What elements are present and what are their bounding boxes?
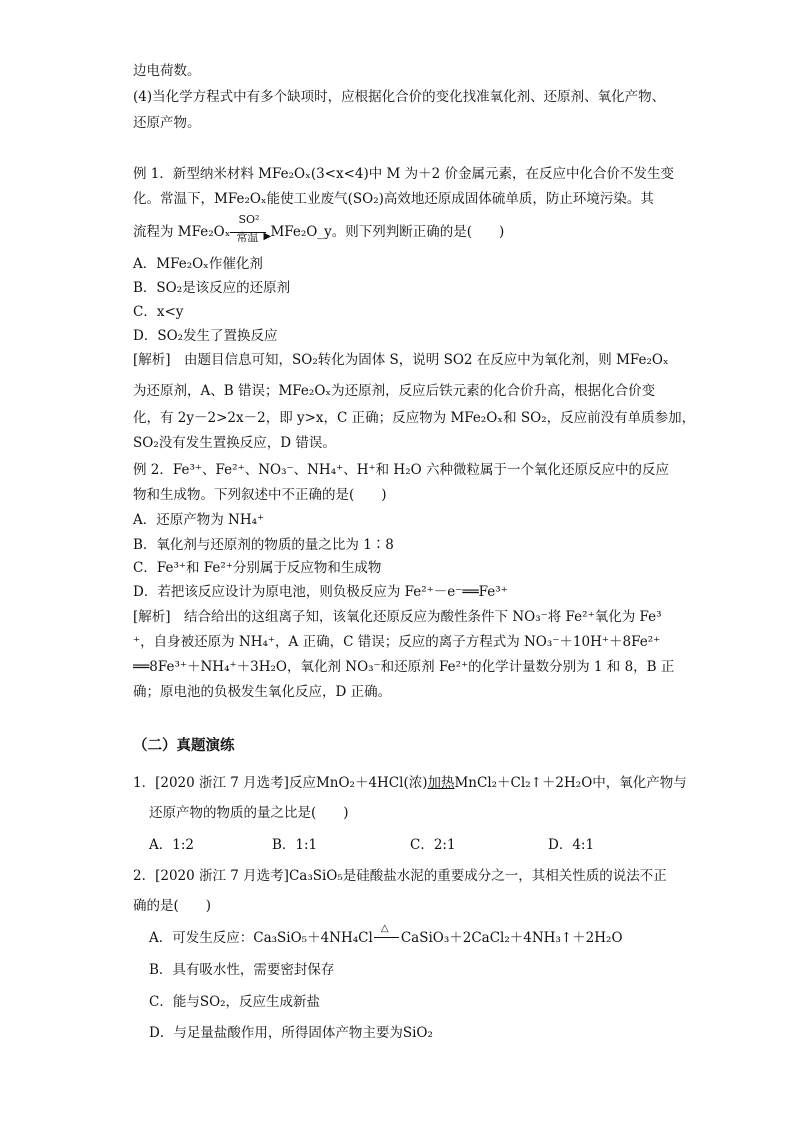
- q1-stem-pre: 1．[2020 浙江 7 月选考]反应MnO₂＋4HCl(浓): [133, 775, 428, 791]
- example1-flow-line: [133, 213, 505, 244]
- q2-option-a: [149, 923, 623, 948]
- text-line: 还原产物。: [133, 115, 201, 131]
- q1-stem-cont: 还原产物的物质的量之比是( ): [149, 805, 349, 821]
- q2-option-a-post: CaSiO₃＋2CaCl₂＋4NH₃↑＋2H₂O: [400, 930, 623, 946]
- reaction-arrow: [230, 213, 272, 244]
- heat-arrow: [373, 923, 401, 948]
- flow-product: MFe₂O_y。则下列判断正确的是( ): [270, 224, 505, 240]
- example2-line: 例 2．Fe³⁺、Fe²⁺、NO₃⁻、NH₄⁺、H⁺和 H₂O 六种微粒属于一个氧化还原反应中的反应: [133, 462, 669, 478]
- analysis-line: 化，有 2y－2>2x－2，即 y>x，C 正确；反应物为 MFe₂Oₓ和 SO₂，反应前没有单质参加，: [133, 410, 696, 426]
- q2-stem: 2．[2020 浙江 7 月选考]Ca₃SiO₅是硅酸盐水泥的重要成分之一，其相关性质的说法不正: [133, 868, 667, 884]
- example1-line: 例 1．新型纳米材料 MFe₂Oₓ(3<x<4)中 M 为＋2 价金属元素，在反应中化合价不发生变: [133, 166, 675, 182]
- option-d: D．若把该反应设计为原电池，则负极反应为 Fe²⁺－e⁻══Fe³⁺: [133, 584, 508, 600]
- heating-condition: 加热: [427, 775, 455, 791]
- analysis-line: [解析] 由题目信息可知，SO₂转化为固体 S，说明 SO2 在反应中为氧化剂，则 MFe₂Oₓ: [133, 352, 669, 368]
- option-c: C．x<y: [133, 304, 184, 320]
- arrow-condition-below: 常温: [236, 231, 259, 244]
- analysis-line: ⁺，自身被还原为 NH₄⁺，A 正确，C 错误；反应的离子方程式为 NO₃⁻＋10H⁺＋8Fe²⁺: [133, 634, 661, 650]
- q2-option-c: C．能与SO₂，反应生成新盐: [149, 994, 321, 1010]
- q1-stem: [133, 773, 687, 793]
- option-a: A．还原产物为 NH₄⁺: [133, 512, 265, 528]
- analysis-line: SO₂没有发生置换反应，D 错误。: [133, 435, 336, 451]
- text-line: (4)当化学方程式中有多个缺项时，应根据化合价的变化找准氧化剂、还原剂、氧化产物、: [133, 89, 666, 105]
- q2-option-d: D．与足量盐酸作用，所得固体产物主要为SiO₂: [149, 1025, 433, 1041]
- q2-option-a-pre: A．可发生反应：Ca₃SiO₅＋4NH₄Cl: [149, 930, 373, 946]
- analysis-line: ══8Fe³⁺＋NH₄⁺＋3H₂O，氧化剂 NO₃⁻和还原剂 Fe²⁺的化学计量数分别为 1 和 8，B 正: [133, 659, 675, 675]
- text-line: 边电荷数。: [133, 63, 201, 79]
- analysis-line: 为还原剂，A、B 错误；MFe₂Oₓ为还原剂，反应后铁元素的化合价升高，根据化合价变: [133, 383, 656, 399]
- analysis-line: [解析] 结合给出的这组离子知，该氧化还原反应为酸性条件下 NO₃⁻将 Fe²⁺氧化为 Fe³: [133, 609, 662, 625]
- q2-stem-cont: 确的是( ): [133, 898, 212, 914]
- section-heading: （二）真题演练: [133, 738, 235, 754]
- option-b: B．SO₂是该反应的还原剂: [133, 280, 291, 296]
- example1-line: 化。常温下，MFe₂Oₓ能使工业废气(SO₂)高效地还原成固体硫单质，防止环境污染。其: [133, 191, 654, 207]
- q1-option-c: C．2:1: [410, 837, 456, 853]
- example2-line: 物和生成物。下列叙述中不正确的是( ): [133, 487, 387, 503]
- heat-symbol-icon: △: [380, 923, 389, 934]
- q1-option-a: A．1:2: [149, 837, 194, 853]
- arrow-condition-above: SO²: [238, 213, 260, 226]
- option-a: A．MFe₂Oₓ作催化剂: [133, 256, 263, 272]
- q1-option-d: D．4:1: [548, 837, 595, 853]
- option-c: C．Fe³⁺和 Fe²⁺分别属于反应物和生成物: [133, 560, 382, 576]
- q1-stem-post: MnCl₂＋Cl₂↑＋2H₂O中，氧化产物与: [454, 775, 687, 791]
- option-d: D．SO₂发生了置换反应: [133, 328, 278, 344]
- analysis-line: 确；原电池的负极发生氧化反应，D 正确。: [133, 684, 392, 700]
- option-b: B．氧化剂与还原剂的物质的量之比为 1∶8: [133, 537, 394, 553]
- q1-option-b: B．1:1: [272, 837, 318, 853]
- arrow-head-icon: ▶: [263, 231, 272, 242]
- flow-reactant: 流程为 MFe₂Oₓ: [133, 224, 231, 240]
- q2-option-b: B．具有吸水性，需要密封保存: [149, 962, 335, 978]
